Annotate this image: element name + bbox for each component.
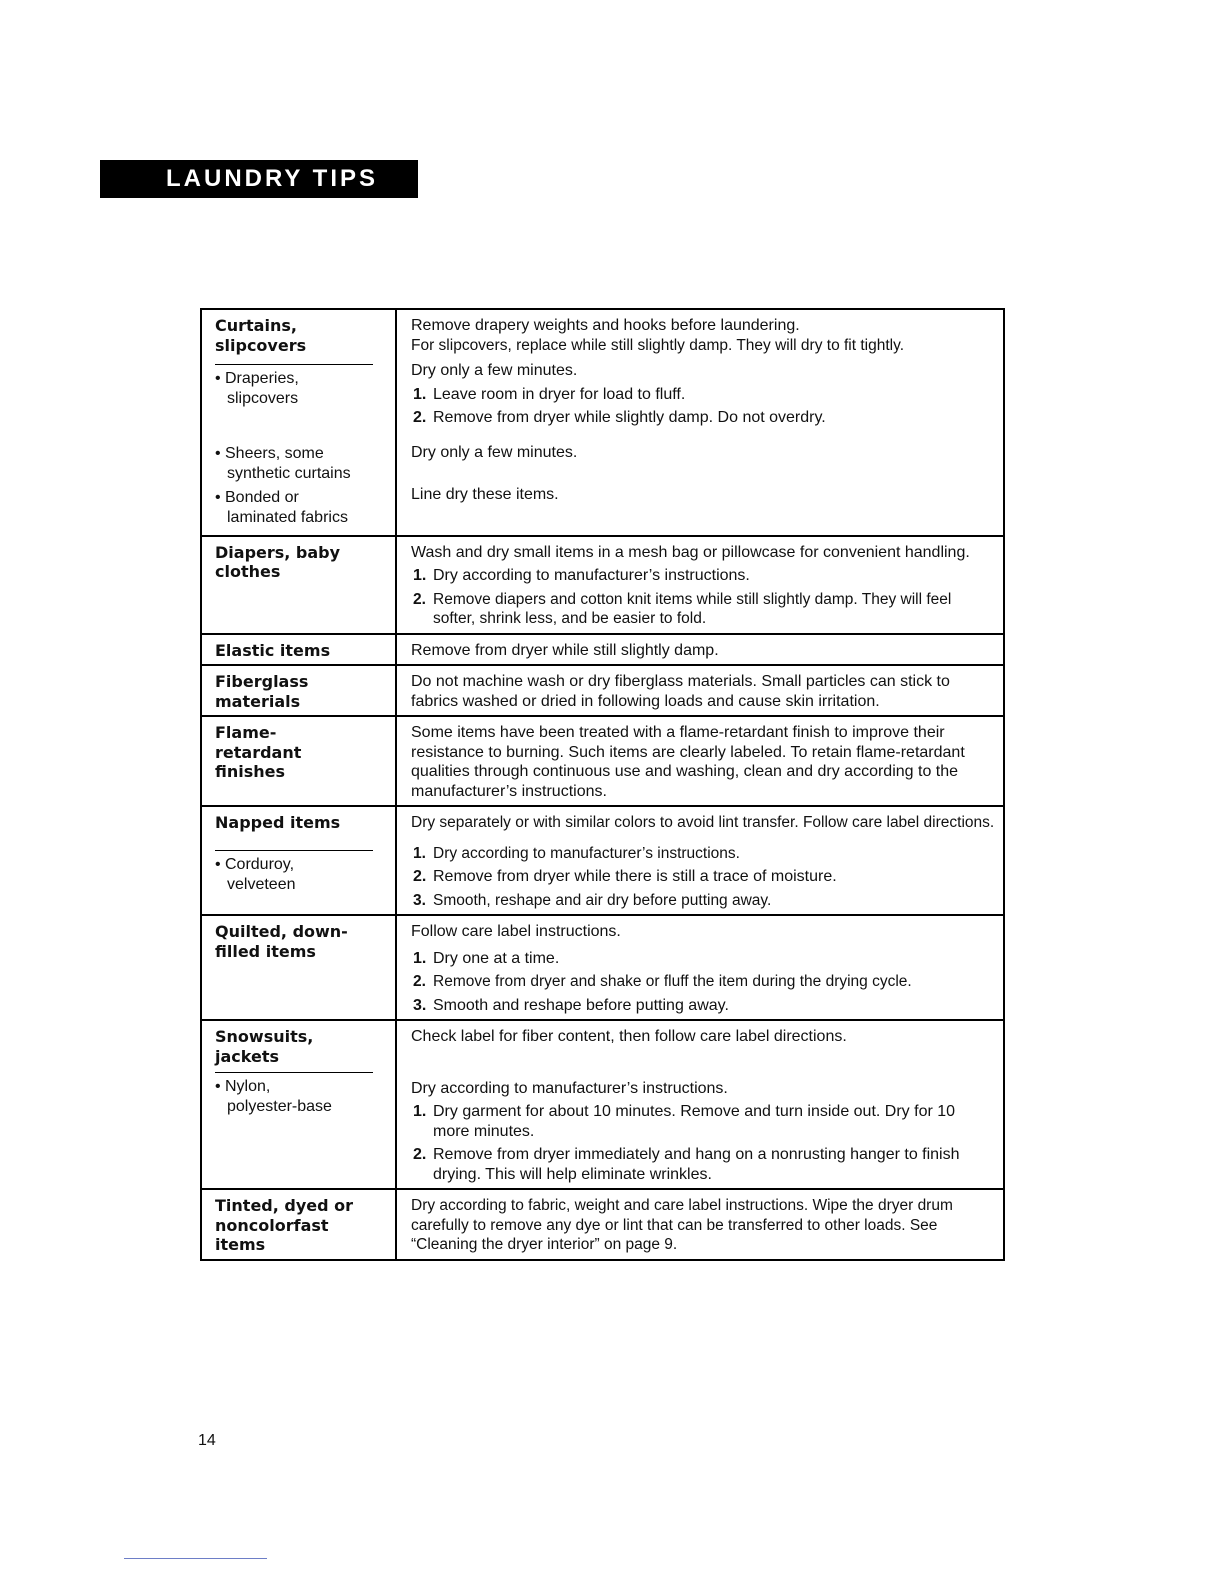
step: 1. Dry one at a time. (413, 949, 560, 967)
category-label: Curtains, slipcovers (215, 316, 307, 355)
category-label: Elastic items (215, 640, 331, 660)
step: 2. Remove from dryer while there is still a trace of moisture. (413, 868, 837, 885)
divider (215, 850, 373, 851)
instruction-text: Dry only a few minutes. (411, 362, 578, 379)
instruction-text: Remove drapery weights and hooks before laundering. (411, 317, 800, 334)
instruction-text: Dry separately or with similar colors to avoid lint transfer. Follow care label directions. (411, 814, 995, 831)
subcategory: • Bonded or laminated fabrics (215, 489, 348, 526)
step: 2. Remove diapers and cotton knit items while still slightly damp. They will feel softer, shrink less, and be easier to fold. (413, 590, 952, 627)
instructions-cell (396, 1189, 1004, 1260)
instruction-text: Dry according to manufacturer’s instructions. (411, 1079, 728, 1097)
table-row (201, 665, 1004, 716)
instruction-text: Some items have been treated with a flame-retardant finish to improve their resistance to burning. Such items are clearly labeled. To retain flame-retardant qualities through continuous use and washing, clean and dry according to the manufacturer’s instructions. (411, 724, 965, 800)
laundry-tips-table (200, 308, 1005, 1261)
instructions-cell (396, 716, 1004, 806)
table-row (201, 309, 1004, 536)
instruction-text: Dry according to fabric, weight and care label instructions. Wipe the dryer drum carefully to remove any dye or lint that can be transferred to other loads. See “Cleaning the dryer interior” on page 9. (411, 1197, 953, 1253)
step: 2. Remove from dryer while slightly damp. Do not overdry. (413, 409, 826, 426)
category-label: Diapers, baby clothes (215, 542, 341, 581)
category-cell (201, 915, 396, 1020)
subcategory: • Nylon, polyester-base (215, 1078, 332, 1115)
category-cell (201, 634, 396, 666)
step: 3. Smooth and reshape before putting away. (413, 996, 729, 1014)
subcategory: • Corduroy, velveteen (215, 855, 296, 893)
bullet: • (215, 1078, 221, 1095)
category-cell (201, 536, 396, 634)
category-label: Flame- retardant finishes (215, 723, 302, 781)
step: 1. Dry according to manufacturer’s instructions. (413, 844, 740, 862)
category-label: Quilted, down- filled items (215, 922, 348, 961)
instruction-text: Dry only a few minutes. (411, 443, 578, 461)
step: 1. Dry garment for about 10 minutes. Remove and turn inside out. Dry for 10 more minutes. (413, 1103, 956, 1140)
table-row (201, 1020, 1004, 1189)
instruction-text: Wash and dry small items in a mesh bag or pillowcase for convenient handling. (411, 543, 970, 561)
table-row (201, 915, 1004, 1020)
table-row (201, 634, 1004, 666)
instruction-text: Line dry these items. (411, 486, 559, 503)
instruction-text: Remove from dryer while still slightly damp. (411, 641, 719, 659)
instructions-cell (396, 915, 1004, 1020)
instruction-text: Check label for fiber content, then follow care label directions. (411, 1028, 847, 1045)
category-label: Tinted, dyed or noncolorfast items (215, 1196, 354, 1254)
divider (215, 364, 373, 365)
category-cell (201, 1020, 396, 1189)
instructions-cell (396, 665, 1004, 716)
category-label: Fiberglass materials (215, 672, 309, 711)
subcategory: • Draperies, slipcovers (215, 370, 299, 407)
step: 1. Leave room in dryer for load to fluff. (413, 385, 686, 403)
bullet: • (215, 370, 221, 387)
category-cell (201, 665, 396, 716)
step: 2. Remove from dryer immediately and hang on a nonrusting hanger to finish drying. This will help eliminate wrinkles. (413, 1146, 960, 1183)
divider (215, 1072, 373, 1073)
instruction-text: Follow care label instructions. (411, 923, 621, 940)
step: 2. Remove from dryer and shake or fluff the item during the drying cycle. (413, 973, 912, 990)
category-cell (201, 1189, 396, 1260)
instructions-cell (396, 806, 1004, 915)
section-header (100, 160, 418, 198)
step: 3. Smooth, reshape and air dry before putting away. (413, 891, 772, 909)
bullet: • (215, 445, 221, 462)
table-row (201, 716, 1004, 806)
category-label: Snowsuits, jackets (215, 1027, 314, 1066)
section-title: LAUNDRY TIPS (166, 165, 379, 192)
instructions-cell (396, 1020, 1004, 1189)
subcategory: • Sheers, some synthetic curtains (215, 445, 351, 482)
bullet: • (215, 855, 221, 873)
table-row (201, 536, 1004, 634)
instruction-text: For slipcovers, replace while still slightly damp. They will dry to fit tightly. (411, 336, 905, 354)
table-row (201, 806, 1004, 915)
bottom-rule (124, 1558, 267, 1559)
bullet: • (215, 489, 221, 506)
page-number: 14 (198, 1432, 216, 1449)
step: 1. Dry according to manufacturer’s instructions. (413, 567, 750, 584)
category-label: Napped items (215, 813, 341, 832)
category-cell (201, 309, 396, 536)
table-row (201, 1189, 1004, 1260)
instructions-cell (396, 309, 1004, 536)
instruction-text: Do not machine wash or dry fiberglass materials. Small particles can stick to fabrics washed or dried in following loads and cause skin irritation. (411, 673, 950, 710)
category-cell (201, 716, 396, 806)
category-cell (201, 806, 396, 915)
instructions-cell (396, 634, 1004, 666)
instructions-cell (396, 536, 1004, 634)
